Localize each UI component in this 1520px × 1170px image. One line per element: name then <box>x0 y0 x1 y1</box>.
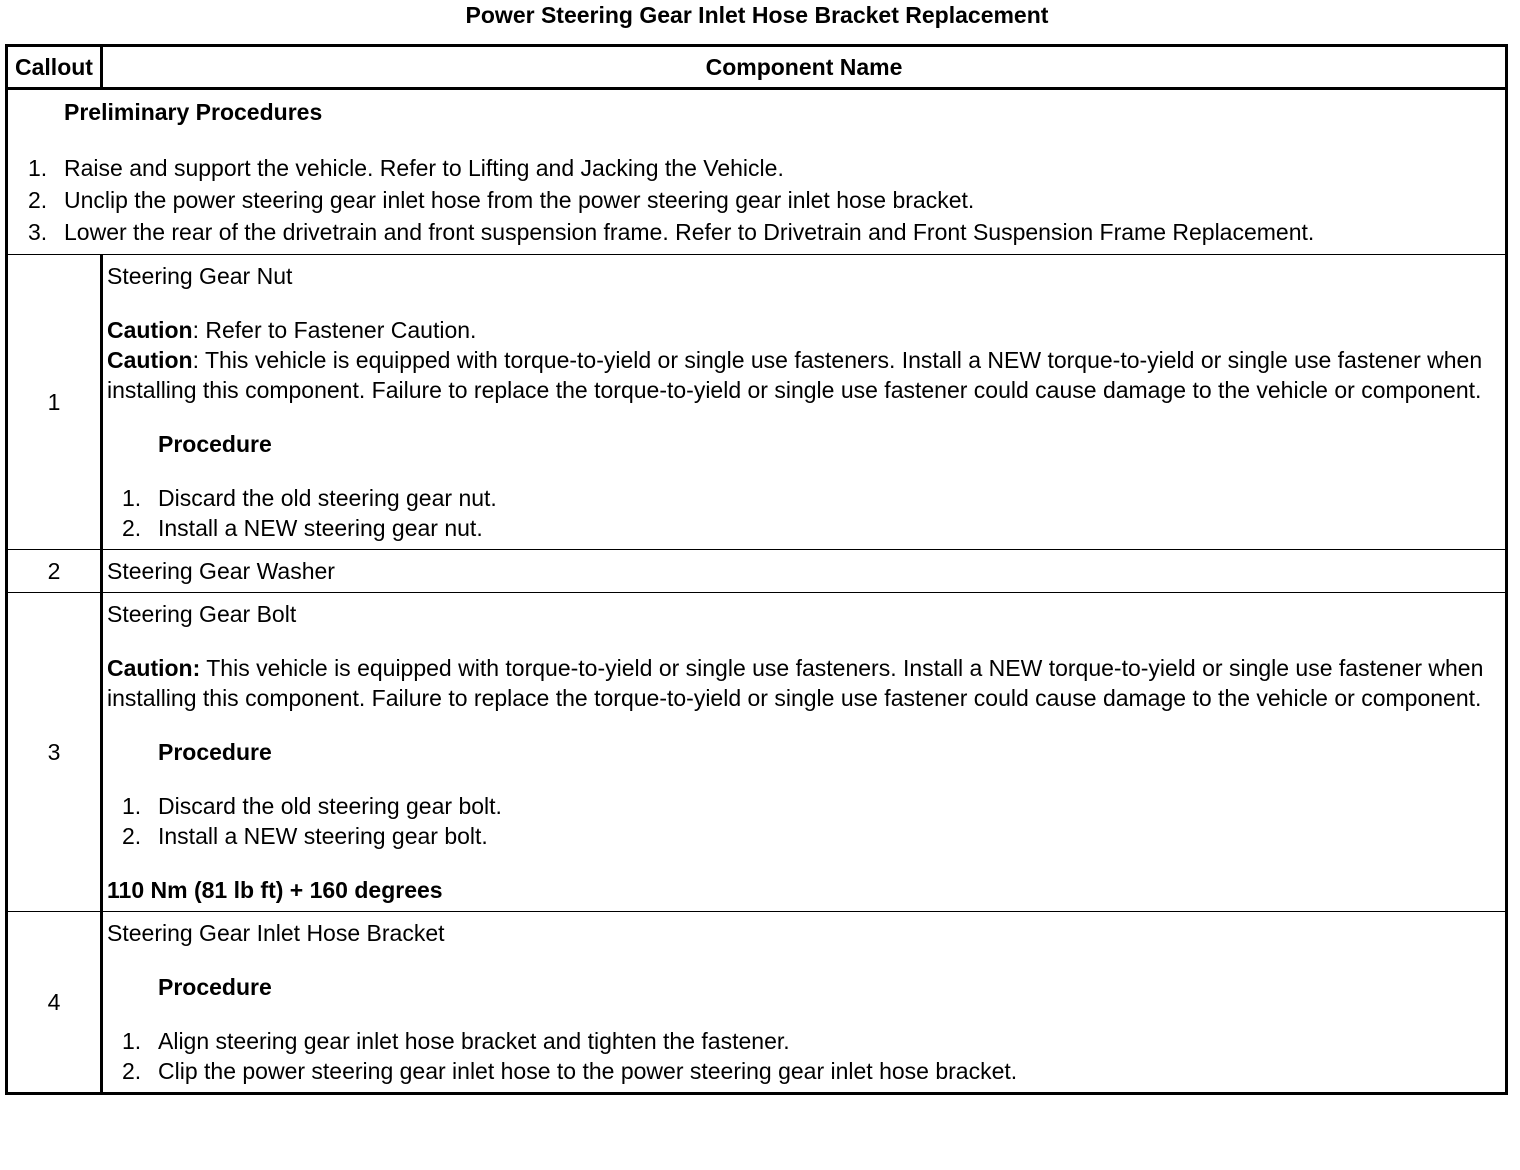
step-number: 1. <box>122 485 142 511</box>
preliminary-row <box>7 89 1507 255</box>
component-name: Steering Gear Inlet Hose Bracket <box>107 920 445 946</box>
step-text: Install a NEW steering gear bolt. <box>158 823 488 849</box>
caution-text: This vehicle is equipped with torque-to-yield or single use fasteners. Install a NEW torque-to-yield or single use fastener when installing this component. Failure to replace the torque-to-yield or single use fastener could cause damage to the vehicle or component. <box>107 347 1483 403</box>
table-row <box>7 255 1507 550</box>
preliminary-cell <box>7 89 1507 255</box>
list-item <box>122 1056 1501 1086</box>
list-item <box>28 216 1501 248</box>
component-cell <box>102 550 1507 593</box>
step-number: 2. <box>28 187 48 213</box>
table-row <box>7 912 1507 1094</box>
component-cell <box>102 255 1507 550</box>
procedure-steps <box>122 791 1501 851</box>
step-text: Unclip the power steering gear inlet hose from the power steering gear inlet hose bracket. <box>64 187 975 213</box>
caution-label: Caution: <box>107 655 201 681</box>
torque-spec: 110 Nm (81 lb ft) + 160 degrees <box>107 877 443 903</box>
list-item <box>122 791 1501 821</box>
list-item <box>122 821 1501 851</box>
step-text: Discard the old steering gear bolt. <box>158 793 502 819</box>
procedure-steps <box>122 483 1501 543</box>
list-item <box>122 483 1501 513</box>
step-number: 1. <box>122 1028 142 1054</box>
step-number: 2. <box>122 823 142 849</box>
step-text: Install a NEW steering gear nut. <box>158 515 483 541</box>
step-text: Clip the power steering gear inlet hose to the power steering gear inlet hose bracket. <box>158 1058 1018 1084</box>
callout-number: 3 <box>7 593 102 912</box>
step-text: Discard the old steering gear nut. <box>158 485 497 511</box>
table-row <box>7 593 1507 912</box>
list-item <box>28 184 1501 216</box>
preliminary-heading: Preliminary Procedures <box>64 99 323 125</box>
step-text: Lower the rear of the drivetrain and front suspension frame. Refer to Drivetrain and Front Suspension Frame Replacement. <box>64 219 1315 245</box>
component-table <box>5 44 1508 1095</box>
caution-note <box>107 653 1501 713</box>
callout-column-header: Callout <box>7 46 102 89</box>
component-name: Steering Gear Nut <box>107 263 293 289</box>
caution-separator: : <box>192 347 205 373</box>
step-text: Align steering gear inlet hose bracket and tighten the fastener. <box>158 1028 790 1054</box>
step-number: 2. <box>122 1058 142 1084</box>
list-item <box>28 152 1501 184</box>
preliminary-steps <box>28 152 1501 248</box>
component-cell <box>102 912 1507 1094</box>
caution-note <box>107 315 1501 345</box>
step-number: 1. <box>28 155 48 181</box>
caution-note <box>107 345 1501 405</box>
procedure-block <box>107 429 1501 543</box>
caution-text: Refer to Fastener Caution. <box>205 317 477 343</box>
component-cell <box>102 593 1507 912</box>
procedure-heading: Procedure <box>158 974 272 1000</box>
list-item <box>122 513 1501 543</box>
component-name-column-header: Component Name <box>102 46 1507 89</box>
list-item <box>122 1026 1501 1056</box>
document-title: Power Steering Gear Inlet Hose Bracket Replacement <box>465 2 1049 28</box>
component-name: Steering Gear Washer <box>107 558 335 584</box>
step-text: Raise and support the vehicle. Refer to Lifting and Jacking the Vehicle. <box>64 155 784 181</box>
procedure-heading: Procedure <box>158 431 272 457</box>
caution-text: This vehicle is equipped with torque-to-yield or single use fasteners. Install a NEW torque-to-yield or single use fastener when installing this component. Failure to replace the torque-to-yield or single use fastener could cause damage to the vehicle or component. <box>107 655 1484 711</box>
step-number: 2. <box>122 515 142 541</box>
step-number: 1. <box>122 793 142 819</box>
procedure-heading: Procedure <box>158 739 272 765</box>
component-name: Steering Gear Bolt <box>107 601 297 627</box>
step-number: 3. <box>28 219 48 245</box>
procedure-steps <box>122 1026 1501 1086</box>
callout-number: 2 <box>7 550 102 593</box>
callout-number: 4 <box>7 912 102 1094</box>
procedure-block <box>107 972 1501 1086</box>
callout-number: 1 <box>7 255 102 550</box>
table-header-row <box>7 46 1507 89</box>
caution-label: Caution <box>107 317 193 343</box>
table-row <box>7 550 1507 593</box>
caution-separator: : <box>192 317 206 343</box>
caution-label: Caution <box>107 347 193 373</box>
procedure-block <box>107 737 1501 851</box>
